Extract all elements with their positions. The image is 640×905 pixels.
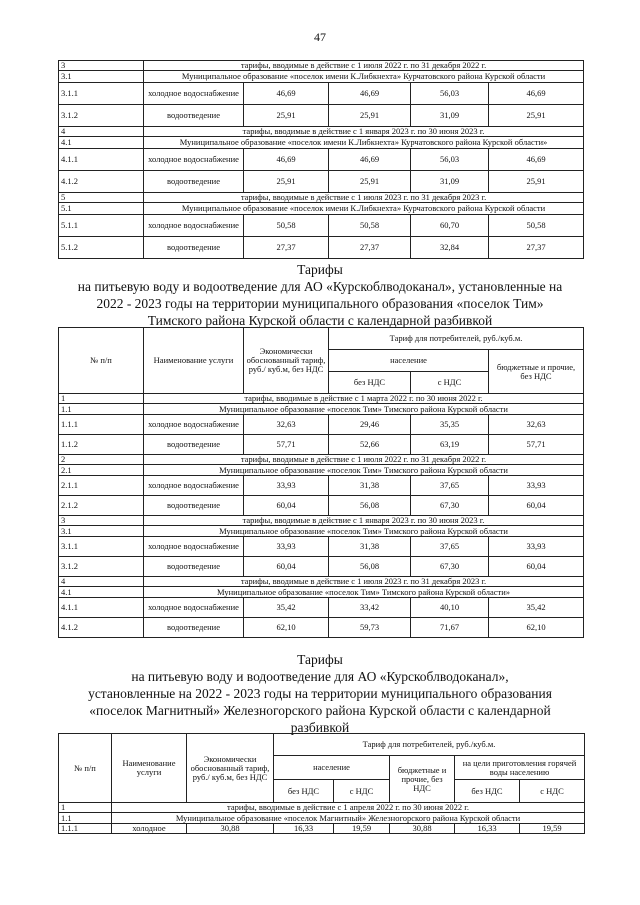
tariff-value: 25,91 bbox=[244, 171, 329, 193]
title-line: Тимского района Курской области с календарной разбивкой bbox=[147, 313, 493, 328]
tariff-table-kliebknecht bbox=[58, 60, 584, 259]
title-line: разбивкой bbox=[290, 720, 350, 735]
tariff-value: 37,65 bbox=[411, 476, 489, 496]
municipality-row bbox=[59, 71, 584, 83]
table-row bbox=[59, 415, 584, 435]
tariff-value: 33,93 bbox=[244, 537, 329, 557]
period-label: тарифы, вводимые в действие с 1 апреля 2022 г. по 30 июня 2022 г. bbox=[112, 803, 585, 813]
period-row bbox=[59, 127, 584, 137]
tariff-value: 56,08 bbox=[329, 557, 411, 577]
row-number: 2 bbox=[59, 455, 144, 465]
service-name: холодное водоснабжение bbox=[144, 476, 244, 496]
row-number: 3.1.1 bbox=[59, 537, 144, 557]
period-label: тарифы, вводимые в действие с 1 июля 2023 г. по 31 декабря 2023 г. bbox=[144, 193, 584, 203]
row-number: 3 bbox=[59, 61, 144, 71]
tariff-value: 25,91 bbox=[489, 171, 584, 193]
tariff-value: 19,59 bbox=[520, 824, 585, 834]
row-number: 2.1 bbox=[59, 465, 144, 476]
title-heading: Тарифы bbox=[297, 262, 343, 277]
service-name: холодное водоснабжение bbox=[144, 537, 244, 557]
tariff-table-tim bbox=[58, 327, 584, 638]
period-row bbox=[59, 394, 584, 404]
tariff-value: 46,69 bbox=[329, 149, 411, 171]
tariff-value: 33,42 bbox=[329, 598, 411, 618]
tariff-value: 27,37 bbox=[489, 237, 584, 259]
header-service: Наименование услуги bbox=[112, 734, 187, 803]
row-number: 2.1.2 bbox=[59, 496, 144, 516]
table-row bbox=[59, 83, 584, 105]
period-row bbox=[59, 61, 584, 71]
row-number: 1.1.1 bbox=[59, 415, 144, 435]
header-budget: бюджетные и прочие, без НДС bbox=[390, 756, 455, 803]
tariff-value: 60,04 bbox=[244, 557, 329, 577]
row-number: 1.1 bbox=[59, 404, 144, 415]
tariff-value: 71,67 bbox=[411, 618, 489, 638]
tariff-value: 25,91 bbox=[329, 105, 411, 127]
page-number: 47 bbox=[314, 30, 326, 44]
tariff-value: 35,42 bbox=[489, 598, 584, 618]
row-number: 2.1.1 bbox=[59, 476, 144, 496]
row-number: 5.1 bbox=[59, 203, 144, 215]
municipality-label: Муниципальное образование «поселок имени К.Либкнехта» Курчатовского района Курской области bbox=[144, 71, 584, 83]
tariff-value: 37,65 bbox=[411, 537, 489, 557]
row-number: 1.1 bbox=[59, 813, 112, 824]
tariff-value: 25,91 bbox=[329, 171, 411, 193]
header-consumer-tariff: Тариф для потребителей, руб./куб.м. bbox=[274, 734, 585, 756]
header-no-vat: без НДС bbox=[274, 780, 334, 803]
tariff-value: 50,58 bbox=[489, 215, 584, 237]
row-number: 1.1.2 bbox=[59, 435, 144, 455]
row-number: 4.1.2 bbox=[59, 618, 144, 638]
municipality-row bbox=[59, 137, 584, 149]
header-no-vat: без НДС bbox=[455, 780, 520, 803]
period-row bbox=[59, 516, 584, 526]
tariff-value: 35,35 bbox=[411, 415, 489, 435]
row-number: 4 bbox=[59, 577, 144, 587]
period-label: тарифы, вводимые в действие с 1 января 2023 г. по 30 июня 2023 г. bbox=[144, 516, 584, 526]
row-number: 3.1 bbox=[59, 71, 144, 83]
period-row bbox=[59, 803, 585, 813]
section-title-magnitny bbox=[0, 651, 640, 736]
row-number: 1.1.1 bbox=[59, 824, 112, 834]
header-population: население bbox=[329, 350, 489, 372]
period-label: тарифы, вводимые в действие с 1 июля 2022 г. по 31 декабря 2022 г. bbox=[144, 455, 584, 465]
tariff-value: 33,93 bbox=[489, 537, 584, 557]
row-number: 4.1 bbox=[59, 587, 144, 598]
municipality-label: Муниципальное образование «поселок Тим» Тимского района Курской области bbox=[144, 526, 584, 537]
section-title-tim bbox=[0, 261, 640, 329]
tariff-value: 40,10 bbox=[411, 598, 489, 618]
tariff-value: 57,71 bbox=[244, 435, 329, 455]
tariff-value: 27,37 bbox=[329, 237, 411, 259]
municipality-row bbox=[59, 813, 585, 824]
service-name: холодное водоснабжение bbox=[144, 598, 244, 618]
table-row bbox=[59, 105, 584, 127]
municipality-label: Муниципальное образование «поселок имени К.Либкнехта» Курчатовского района Курской области bbox=[144, 203, 584, 215]
row-number: 3.1.2 bbox=[59, 557, 144, 577]
table-row bbox=[59, 237, 584, 259]
service-name: водоотведение bbox=[144, 105, 244, 127]
tariff-value: 33,93 bbox=[244, 476, 329, 496]
row-number: 3 bbox=[59, 516, 144, 526]
tariff-value: 32,63 bbox=[244, 415, 329, 435]
tariff-value: 32,63 bbox=[489, 415, 584, 435]
row-number: 1 bbox=[59, 394, 144, 404]
header-econ-tariff: Экономически обоснованный тариф, руб./ куб.м, без НДС bbox=[187, 734, 274, 803]
municipality-label: Муниципальное образование «поселок Магнитный» Железногорского района Курской области bbox=[112, 813, 585, 824]
tariff-value: 46,69 bbox=[329, 83, 411, 105]
row-number: 5.1.1 bbox=[59, 215, 144, 237]
table-row bbox=[59, 537, 584, 557]
tariff-value: 16,33 bbox=[274, 824, 334, 834]
municipality-label: Муниципальное образование «поселок Тим» Тимского района Курской области bbox=[144, 404, 584, 415]
municipality-label: Муниципальное образование «поселок имени К.Либкнехта» Курчатовского района Курской области» bbox=[144, 137, 584, 149]
period-label: тарифы, вводимые в действие с 1 января 2023 г. по 30 июня 2023 г. bbox=[144, 127, 584, 137]
tariff-value: 50,58 bbox=[329, 215, 411, 237]
title-heading: Тарифы bbox=[297, 652, 343, 667]
tariff-value: 56,03 bbox=[411, 149, 489, 171]
period-label: тарифы, вводимые в действие с 1 марта 2022 г. по 30 июня 2022 г. bbox=[144, 394, 584, 404]
tariff-value: 62,10 bbox=[489, 618, 584, 638]
header-population: население bbox=[274, 756, 390, 780]
tariff-value: 27,37 bbox=[244, 237, 329, 259]
header-service: Наименование услуги bbox=[144, 328, 244, 394]
row-number: 3.1 bbox=[59, 526, 144, 537]
tariff-value: 32,84 bbox=[411, 237, 489, 259]
tariff-value: 60,04 bbox=[489, 496, 584, 516]
service-name: водоотведение bbox=[144, 557, 244, 577]
period-row bbox=[59, 455, 584, 465]
service-name: холодное водоснабжение bbox=[144, 215, 244, 237]
municipality-row bbox=[59, 526, 584, 537]
tariff-value: 31,38 bbox=[329, 537, 411, 557]
tariff-value: 16,33 bbox=[455, 824, 520, 834]
tariff-value: 62,10 bbox=[244, 618, 329, 638]
tariff-value: 46,69 bbox=[489, 83, 584, 105]
tariff-value: 31,09 bbox=[411, 105, 489, 127]
service-name: водоотведение bbox=[144, 496, 244, 516]
service-name: холодное водоснабжение bbox=[144, 149, 244, 171]
period-label: тарифы, вводимые в действие с 1 июля 2023 г. по 31 декабря 2023 г. bbox=[144, 577, 584, 587]
table-row bbox=[59, 824, 585, 834]
row-number: 4.1.2 bbox=[59, 171, 144, 193]
header-num: № п/п bbox=[59, 734, 112, 803]
tariff-value: 60,04 bbox=[489, 557, 584, 577]
row-number: 3.1.1 bbox=[59, 83, 144, 105]
tariff-table-magnitny bbox=[58, 733, 585, 834]
tariff-value: 25,91 bbox=[489, 105, 584, 127]
row-number: 4.1.1 bbox=[59, 149, 144, 171]
header-budget: бюджетные и прочие, без НДС bbox=[489, 350, 584, 394]
service-name: водоотведение bbox=[144, 171, 244, 193]
title-line: на питьевую воду и водоотведение для АО «Курскоблводоканал», установленные на bbox=[77, 279, 563, 294]
title-line: 2022 - 2023 годы на территории муниципального образования «поселок Тим» bbox=[96, 296, 544, 311]
municipality-row bbox=[59, 404, 584, 415]
tariff-value: 29,46 bbox=[329, 415, 411, 435]
table-row bbox=[59, 557, 584, 577]
tariff-value: 63,19 bbox=[411, 435, 489, 455]
row-number: 4 bbox=[59, 127, 144, 137]
municipality-label: Муниципальное образование «поселок Тим» Тимского района Курской области» bbox=[144, 587, 584, 598]
service-name: водоотведение bbox=[144, 237, 244, 259]
row-number: 4.1 bbox=[59, 137, 144, 149]
period-row bbox=[59, 577, 584, 587]
tariff-value: 35,42 bbox=[244, 598, 329, 618]
table-row bbox=[59, 435, 584, 455]
header-with-vat: с НДС bbox=[520, 780, 585, 803]
table-row bbox=[59, 618, 584, 638]
header-consumer-tariff: Тариф для потребителей, руб./куб.м. bbox=[329, 328, 584, 350]
tariff-value: 52,66 bbox=[329, 435, 411, 455]
title-line: на питьевую воду и водоотведение для АО «Курскоблводоканал», bbox=[131, 669, 509, 684]
row-number: 5.1.2 bbox=[59, 237, 144, 259]
table-row bbox=[59, 598, 584, 618]
tariff-value: 57,71 bbox=[489, 435, 584, 455]
tariff-value: 67,30 bbox=[411, 496, 489, 516]
tariff-value: 31,38 bbox=[329, 476, 411, 496]
tariff-value: 56,03 bbox=[411, 83, 489, 105]
period-row bbox=[59, 193, 584, 203]
tariff-value: 60,70 bbox=[411, 215, 489, 237]
table-row bbox=[59, 149, 584, 171]
header-econ-tariff: Экономически обоснованный тариф, руб./ куб.м, без НДС bbox=[244, 328, 329, 394]
service-name: холодное водоснабжение bbox=[144, 415, 244, 435]
header-hot-water: на цели приготовления горячей воды населению bbox=[455, 756, 585, 780]
table-row bbox=[59, 496, 584, 516]
service-name: холодное bbox=[112, 824, 187, 834]
row-number: 3.1.2 bbox=[59, 105, 144, 127]
header-num: № п/п bbox=[59, 328, 144, 394]
service-name: водоотведение bbox=[144, 618, 244, 638]
tariff-value: 67,30 bbox=[411, 557, 489, 577]
municipality-row bbox=[59, 587, 584, 598]
municipality-row bbox=[59, 203, 584, 215]
tariff-value: 30,88 bbox=[187, 824, 274, 834]
period-label: тарифы, вводимые в действие с 1 июля 2022 г. по 31 декабря 2022 г. bbox=[144, 61, 584, 71]
header-no-vat: без НДС bbox=[329, 372, 411, 394]
tariff-value: 19,59 bbox=[334, 824, 390, 834]
tariff-value: 46,69 bbox=[489, 149, 584, 171]
table-row bbox=[59, 171, 584, 193]
tariff-value: 60,04 bbox=[244, 496, 329, 516]
tariff-value: 25,91 bbox=[244, 105, 329, 127]
row-number: 1 bbox=[59, 803, 112, 813]
row-number: 4.1.1 bbox=[59, 598, 144, 618]
municipality-label: Муниципальное образование «поселок Тим» Тимского района Курской области bbox=[144, 465, 584, 476]
header-with-vat: с НДС bbox=[411, 372, 489, 394]
table-row bbox=[59, 476, 584, 496]
title-line: «поселок Магнитный» Железногорского района Курской области с календарной bbox=[89, 703, 551, 718]
tariff-value: 31,09 bbox=[411, 171, 489, 193]
tariff-value: 30,88 bbox=[390, 824, 455, 834]
header-with-vat: с НДС bbox=[334, 780, 390, 803]
tariff-value: 59,73 bbox=[329, 618, 411, 638]
table-row bbox=[59, 215, 584, 237]
service-name: холодное водоснабжение bbox=[144, 83, 244, 105]
title-line: установленные на 2022 - 2023 годы на территории муниципального образования bbox=[88, 686, 552, 701]
row-number: 5 bbox=[59, 193, 144, 203]
tariff-value: 46,69 bbox=[244, 149, 329, 171]
service-name: водоотведение bbox=[144, 435, 244, 455]
municipality-row bbox=[59, 465, 584, 476]
tariff-value: 56,08 bbox=[329, 496, 411, 516]
tariff-value: 50,58 bbox=[244, 215, 329, 237]
tariff-value: 46,69 bbox=[244, 83, 329, 105]
tariff-value: 33,93 bbox=[489, 476, 584, 496]
